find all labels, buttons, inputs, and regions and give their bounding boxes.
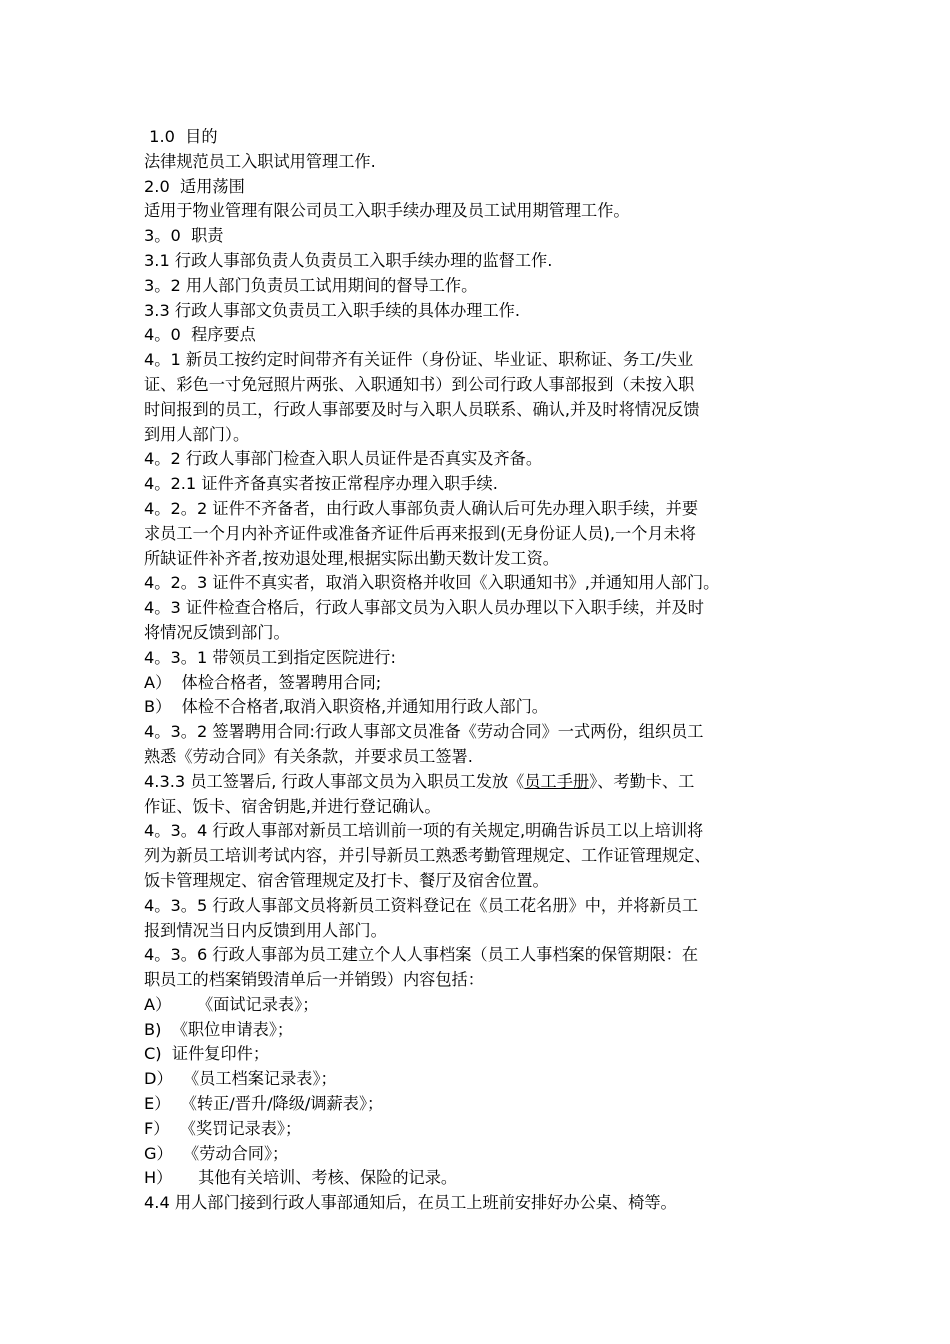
section-4-1-line-4: 到用人部门）。 <box>144 424 250 444</box>
section-3-3: 3.3 行政人事部文负责员工入职手续的具体办理工作. <box>144 300 520 320</box>
list-item-b: B) 《职位申请表》； <box>144 1019 294 1039</box>
section-4-3-1-item-a: A） 体检合格者，签署聘用合同; <box>144 672 382 692</box>
document-body <box>144 125 824 1216</box>
section-4-2-2-line-2: 求员工一个月内补齐证件或准备齐证件后再来报到(无身份证人员),一个月未将 <box>144 523 696 543</box>
list-item-e: E） 《转正/晋升/降级/调薪表》； <box>144 1094 384 1114</box>
list-item-g: G） 《劳动合同》； <box>144 1143 289 1163</box>
section-4-3-6-line-2: 职员工的档案销毁清单后一并销毁）内容包括： <box>144 970 484 990</box>
section-4-3-line-1: 4。3 证件检查合格后，行政人事部文员为入职人员办理以下入职手续，并及时 <box>144 598 704 618</box>
section-2-body: 适用于物业管理有限公司员工入职手续办理及员工试用期管理工作。 <box>144 201 630 221</box>
section-4-3-3-text-post: 》、考勤卡、工 <box>589 771 695 791</box>
section-4-3-5-line-1: 4。3。5 行政人事部文员将新员工资料登记在《员工花名册》中，并将新员工 <box>144 895 699 915</box>
section-4-1-line-3: 时间报到的员工，行政人事部要及时与入职人员联系、确认,并及时将情况反馈 <box>144 399 700 419</box>
section-4-2-2-line-3: 所缺证件补齐者,按劝退处理,根据实际出勤天数计发工资。 <box>144 548 559 568</box>
section-4-2-3: 4。2。3 证件不真实者，取消入职资格并收回《入职通知书》,并通知用人部门。 <box>144 573 720 593</box>
section-4-3-4-line-1: 4。3。4 行政人事部对新员工培训前一项的有关规定,明确告诉员工以上培训将 <box>144 821 704 841</box>
section-1-title: 1.0 目的 <box>144 127 218 146</box>
section-4-3-1-item-b: B） 体检不合格者,取消入职资格,并通知用行政人部门。 <box>144 697 548 717</box>
employee-handbook-link[interactable]: 员工手册 <box>524 771 590 791</box>
section-4-3-6-line-1: 4。3。6 行政人事部为员工建立个人人事档案（员工人事档案的保管期限：在 <box>144 945 699 965</box>
section-1-body: 法律规范员工入职试用管理工作. <box>144 151 376 171</box>
section-4-3-2-line-1: 4。3。2 签署聘用合同:行政人事部文员准备《劳动合同》一式两份，组织员工 <box>144 722 704 742</box>
section-4-title: 4。0 程序要点 <box>144 325 256 345</box>
section-4-3-4-line-3: 饭卡管理规定、宿舍管理规定及打卡、餐厅及宿舍位置。 <box>144 870 549 890</box>
section-4-3-1: 4。3。1 带领员工到指定医院进行: <box>144 647 396 667</box>
list-item-h: H） 其他有关培训、考核、保险的记录。 <box>144 1168 458 1188</box>
section-4-3-5-line-2: 报到情况当日内反馈到用人部门。 <box>144 920 387 940</box>
section-2-title: 2.0 适用荡围 <box>144 176 245 196</box>
section-3-title: 3。0 职责 <box>144 226 224 246</box>
section-4-3-3-line-2: 作证、饭卡、宿舍钥匙,并进行登记确认。 <box>144 796 441 816</box>
list-item-c: C) 证件复印件； <box>144 1044 270 1064</box>
section-3-2: 3。2 用人部门负责员工试用期间的督导工作。 <box>144 275 478 295</box>
section-4-2-2-line-1: 4。2。2 证件不齐备者，由行政人事部负责人确认后可先办理入职手续，并要 <box>144 498 699 518</box>
section-3-1: 3.1 行政人事部负责人负责员工入职手续办理的监督工作. <box>144 250 553 270</box>
section-4-3-4-line-2: 列为新员工培训考试内容，并引导新员工熟悉考勤管理规定、工作证管理规定、 <box>144 846 711 866</box>
section-4-1-line-1: 4。1 新员工按约定时间带齐有关证件（身份证、毕业证、职称证、务工/失业 <box>144 350 694 370</box>
list-item-f: F） 《奖罚记录表》； <box>144 1118 302 1138</box>
section-4-3-2-line-2: 熟悉《劳动合同》有关条款，并要求员工签署. <box>144 746 473 766</box>
section-4-1-line-2: 证、彩色一寸免冠照片两张、入职通知书）到公司行政人事部报到（未按入职 <box>144 374 695 394</box>
section-4-2-1: 4。2.1 证件齐备真实者按正常程序办理入职手续. <box>144 474 498 494</box>
list-item-d: D） 《员工档案记录表》； <box>144 1069 337 1089</box>
section-4-2: 4。2 行政人事部门检查入职人员证件是否真实及齐备。 <box>144 449 543 469</box>
section-4-3-3-line-1 <box>144 770 824 795</box>
section-4-4: 4.4 用人部门接到行政人事部通知后，在员工上班前安排好办公桌、椅等。 <box>144 1193 677 1213</box>
section-4-3-3-text-pre: 4.3.3 员工签署后, 行政人事部文员为入职员工发放《 <box>144 771 525 791</box>
list-item-a: A） 《面试记录表》； <box>144 994 319 1014</box>
section-4-3-line-2: 将情况反馈到部门。 <box>144 622 290 642</box>
